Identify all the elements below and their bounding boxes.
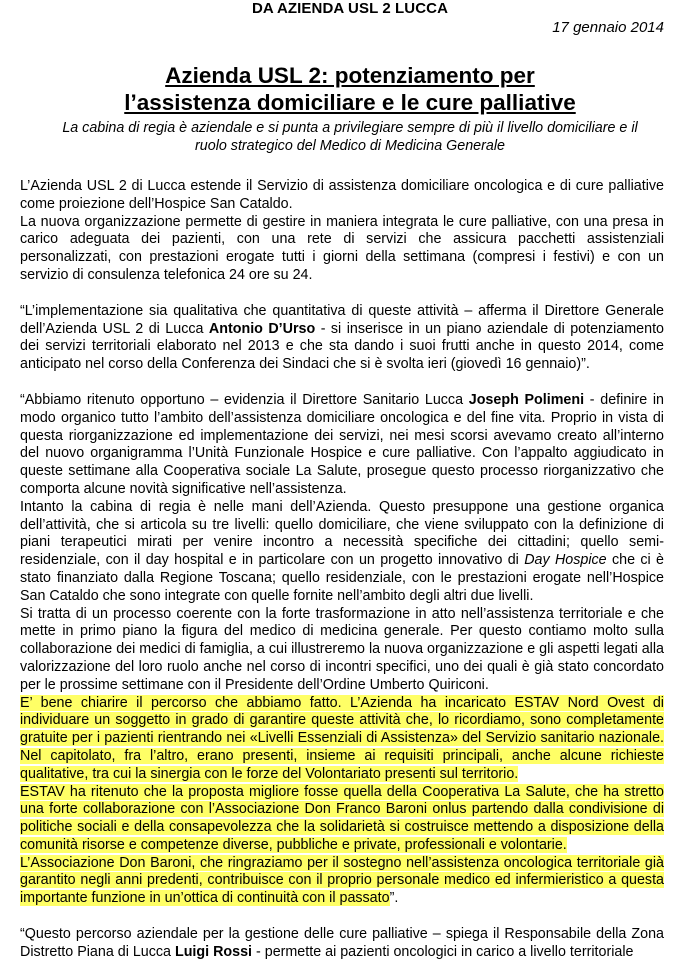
paragraph-4: “Abbiamo ritenuto opportuno – evidenzia il Direttore Sanitario Lucca Joseph Polimeni - definire in modo organico tutto l’ambito dell’assistenza domiciliare oncologica e del fine vita. Proprio in vista di questa riorganizzazione ed implementazione dei servizi, nei mesi scorsi avevamo creato all’interno del nuovo organigramma l’Unità Funzionale Hospice e cure palliative. Con l’appalto aggiudicato in queste settimane alla Cooperativa sociale La Salute, prosegue questo processo riorganizzativo che comporta alcune novità significative nell’assistenza. — [20, 391, 664, 497]
paragraph-3: “L’implementazione sia qualitativa che quantitativa di queste attività – afferma il Direttore Generale dell’Azienda USL 2 di Lucca Antonio D’Urso - si inserisce in un piano aziendale di potenziamento dei servizi territoriali elaborato nel 2013 e che sta dando i suoi frutti anche in questo 2014, come anticipato nel corso della Conferenza dei Sindaci che si è svolta ieri (giovedì 16 gennaio)”. — [20, 302, 664, 373]
article-title-line2: l’assistenza domiciliare e le cure palliative — [124, 90, 576, 115]
paragraph-10: “Questo percorso aziendale per la gestione delle cure palliative – spiega il Responsabile della Zona Distretto Piana di Lucca Luigi Rossi - permette ai pazienti oncologici in carico a livello territoriale — [20, 926, 664, 960]
person-name-rossi: Luigi Rossi — [174, 943, 253, 960]
day-hospice-term: Day Hospice — [524, 552, 607, 569]
paragraph-6: Si tratta di un processo coerente con la forte trasformazione in atto nell’assistenza territoriale e che mette in primo piano la figura del medico di medicina generale. Per questo contiamo molto sulla collaborazione dei medici di famiglia, a cui illustreremo la nuova organizzazione e gli aspetti legati alla valorizzazione del loro ruolo anche nel corso di incontri specifici, uno dei quali è già stato concordato per le prossime settimane con il Presidente dell’Ordine Umberto Quiriconi. — [20, 605, 664, 693]
article-subtitle: La cabina di regia è aziendale e si punta a privilegiare sempre di più il livello domiciliare e il ruolo strategico del Medico di Medicina Generale — [62, 120, 638, 154]
paragraph-1: L’Azienda USL 2 di Lucca estende il Servizio di assistenza domiciliare oncologica e di cure palliative come proiezione dell’Hospice San Cataldo. — [20, 178, 664, 212]
paragraph-5: Intanto la cabina di regia è nelle mani dell’Azienda. Questo presuppone una gestione organica dell’attività, che si articola su tre livelli: quello domiciliare, che viene sviluppato con la definizione di piani terapeutici mirati per venire incontro a necessità specifiche dei cittadini; quello semi-residenziale, con il day hospital e in particolare con un progetto innovativo di Day Hospice che ci è stato finanziato dalla Regione Toscana; quello residenziale, con le prestazioni erogate nell’Hospice San Cataldo che sono integrate con quelle fornite nell’ambito degli altri due livelli. — [20, 498, 664, 604]
paragraph-7-highlighted: E’ bene chiarire il percorso che abbiamo fatto. L’Azienda ha incaricato ESTAV Nord Ovest di individuare un soggetto in grado di garantire queste attività che, lo ricordiamo, sono completamente gratuite per i pazienti rientrando nei «Livelli Essenziali di Assistenza» del Servizio sanitario nazionale. Nel capitolato, fra l’altro, erano presenti, insieme ai requisiti principali, anche alcune richieste qualitative, tra cui la sinergia con le forze del Volontariato presenti sul territorio. — [20, 694, 664, 782]
paragraph-9-highlighted: L’Associazione Don Baroni, che ringraziamo per il sostegno nell’assistenza oncologica territoriale già garantito negli anni predenti, contribuisce con il proprio personale medico ed infermieristico a questa importante funzione in un’ottica di continuità con il passato”. — [20, 854, 664, 907]
person-name-durso: Antonio D’Urso — [208, 320, 316, 337]
paragraph-8-highlighted: ESTAV ha ritenuto che la proposta migliore fosse quella della Cooperativa La Salute, che ha stretto una forte collaborazione con l’Associazione Don Franco Baroni onlus partendo dalla condivisione di politiche sociali e della consapevolezza che la solidarietà si costruisce mettendo a disposizione della comunità risorse e competenze diverse, pubbliche e private, professionali e volontarie. — [20, 783, 664, 853]
article-title — [0, 62, 700, 116]
article-title-line1: Azienda USL 2: potenziamento per — [165, 63, 535, 88]
paragraph-2: La nuova organizzazione permette di gestire in maniera integrata le cure palliative, con una presa in carico adeguata dei pazienti, con una rete di servizi che assicura pacchetti assistenziali personalizzati, con prestazioni erogate tutti i giorni della settimana (compresi i festivi) e con un servizio di consulenza telefonica 24 ore su 24. — [20, 213, 664, 283]
article-body — [20, 178, 664, 962]
source-header: DA AZIENDA USL 2 LUCCA — [251, 0, 449, 17]
release-date: 17 gennaio 2014 — [552, 19, 664, 36]
person-name-polimeni: Joseph Polimeni — [468, 391, 585, 408]
